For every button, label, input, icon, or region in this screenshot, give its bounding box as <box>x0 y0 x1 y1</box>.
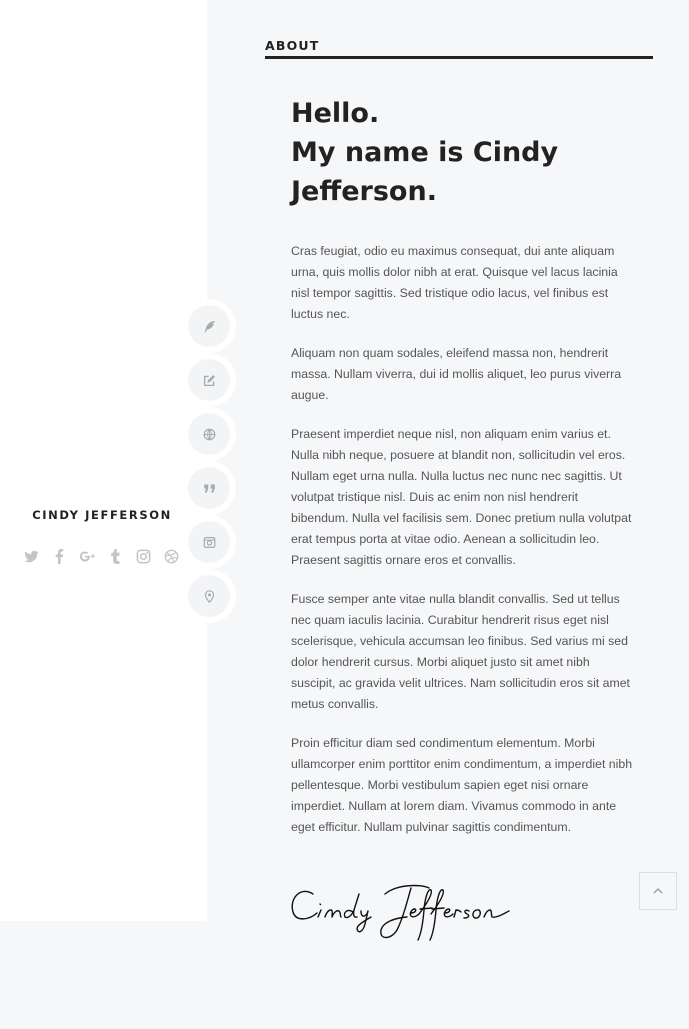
dribbble-icon[interactable] <box>160 545 182 567</box>
sidebar <box>0 0 207 921</box>
owner-name: CINDY JEFFERSON <box>32 508 172 522</box>
menu-item-portfolio[interactable] <box>182 407 236 461</box>
menu-item-resume[interactable] <box>182 353 236 407</box>
instagram-icon[interactable] <box>132 545 154 567</box>
quill-icon <box>188 305 230 347</box>
tumblr-icon[interactable] <box>104 545 126 567</box>
menu-item-testimonials[interactable] <box>182 461 236 515</box>
chevron-up-icon <box>652 885 664 897</box>
map-pin-icon <box>188 575 230 617</box>
headline-line: My name is Cindy <box>291 137 559 168</box>
about-text <box>291 241 635 856</box>
social-links <box>20 545 182 567</box>
facebook-icon[interactable] <box>48 545 70 567</box>
camera-icon <box>188 521 230 563</box>
globe-icon <box>188 413 230 455</box>
paragraph: Aliquam non quam sodales, eleifend massa non, hendrerit massa. Nullam viverra, dui id mollis aliquet, leo purus viverra augue. <box>291 346 622 402</box>
paragraph: Proin efficitur diam sed condimentum elementum. Morbi ullamcorper enim porttitor enim condimentum, a imperdiet nibh pellentesque. Morbi vestibulum sapien eget nisi ornare imperdiet. Nullam at lorem diam. Vivamus commodo in ante eget efficitur. Nullam pulvinar sagittis condimentum. <box>291 736 633 834</box>
menu-item-contact[interactable] <box>182 569 236 623</box>
signature <box>287 880 517 950</box>
twitter-icon[interactable] <box>20 545 42 567</box>
google-plus-icon[interactable] <box>76 545 98 567</box>
menu-item-about[interactable] <box>182 299 236 353</box>
edit-icon <box>188 359 230 401</box>
paragraph: Praesent imperdiet neque nisl, non aliquam enim varius et. Nulla nibh neque, posuere at blandit non, sollicitudin vel eros. Nullam eget urna nulla. Nulla luctus nec nunc nec sagittis. Ut volutpat tristique nisl. Duis ac enim non nisl hendrerit bibendum. Nulla vel facilisis sem. Donec pretium nulla volutpat erat tempus porta at vitae odio. Aenean a sollicitudin leo. Praesent sagittis ornare eros et convallis. <box>291 427 632 567</box>
paragraph: Cras feugiat, odio eu maximus consequat, dui ante aliquam urna, quis mollis dolor nibh at erat. Quisque vel lacus lacinia nisl tempor sagittis. Sed tristique odio lacus, vel finibus est luctus nec. <box>291 244 618 321</box>
menu-item-gallery[interactable] <box>182 515 236 569</box>
quote-icon <box>188 467 230 509</box>
headline-line: Hello. <box>291 98 380 129</box>
headline-line: Jefferson. <box>291 176 437 207</box>
page-headline <box>291 94 651 211</box>
paragraph: Fusce semper ante vitae nulla blandit convallis. Sed ut tellus nec quam iaculis lacinia. Curabitur hendrerit risus eget nisl scelerisque, vehicula accumsan leo finibus. Sed varius mi sed dolor hendrerit cursus. Morbi aliquet justo sit amet nibh suscipit, ac gravida velit ultrices. Nam sollicitudin eros sit amet metus convallis. <box>291 592 630 711</box>
back-to-top-button[interactable] <box>639 872 677 910</box>
section-title: ABOUT <box>265 38 653 59</box>
